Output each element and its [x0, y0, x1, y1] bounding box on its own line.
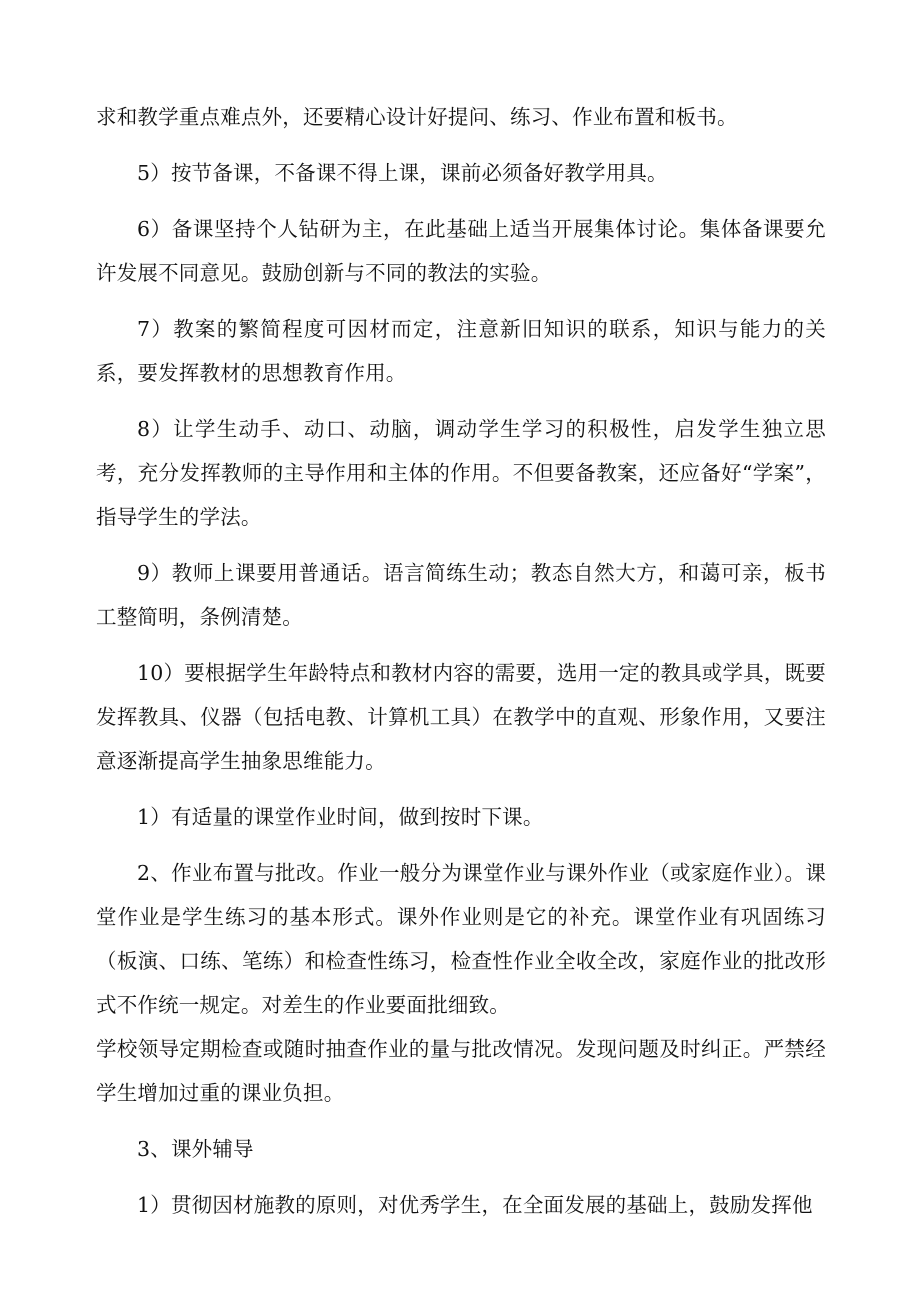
- paragraph: 5）按节备课，不备课不得上课，课前必须备好教学用具。: [137, 161, 668, 185]
- paragraph: 9）教师上课要用普通话。语言简练生动；教态自然大方，和蔼可亲，板书工整简明，条例清楚。: [96, 561, 826, 629]
- document-body: [96, 95, 826, 1227]
- paragraph: 10）要根据学生年龄特点和教材内容的需要，选用一定的教具或学具，既要发挥教具、仪器（包括电教、计算机工具）在教学中的直观、形象作用，又要注意逐渐提高学生抽象思维能力。: [96, 661, 826, 773]
- paragraph: 8）让学生动手、动口、动脑，调动学生学习的积极性，启发学生独立思考，充分发挥教师的主导作用和主体的作用。不但要备教案，还应备好“学案”，指导学生的学法。: [96, 417, 826, 529]
- paragraph: 7）教案的繁简程度可因材而定，注意新旧知识的联系，知识与能力的关系，要发挥教材的思想教育作用。: [96, 317, 826, 385]
- paragraph: 1）贯彻因材施教的原则，对优秀学生，在全面发展的基础上，鼓励发挥他: [137, 1193, 813, 1217]
- paragraph: 2、作业布置与批改。作业一般分为课堂作业与课外作业（或家庭作业）。课堂作业是学生练习的基本形式。课外作业则是它的补充。课堂作业有巩固练习（板演、口练、笔练）和检查性练习，检查性作业全收全改，家庭作业的批改形式不作统一规定。对差生的作业要面批细致。: [96, 861, 826, 1017]
- paragraph: 学校领导定期检查或随时抽查作业的量与批改情况。发现问题及时纠正。严禁经学生增加过重的课业负担。: [96, 1037, 826, 1105]
- paragraph: 求和教学重点难点外，还要精心设计好提问、练习、作业布置和板书。: [96, 105, 738, 129]
- paragraph: 1）有适量的课堂作业时间，做到按时下课。: [137, 805, 544, 829]
- paragraph: 3、课外辅导: [137, 1137, 254, 1161]
- paragraph: 6）备课坚持个人钻研为主，在此基础上适当开展集体讨论。集体备课要允许发展不同意见。鼓励创新与不同的教法的实验。: [96, 217, 826, 285]
